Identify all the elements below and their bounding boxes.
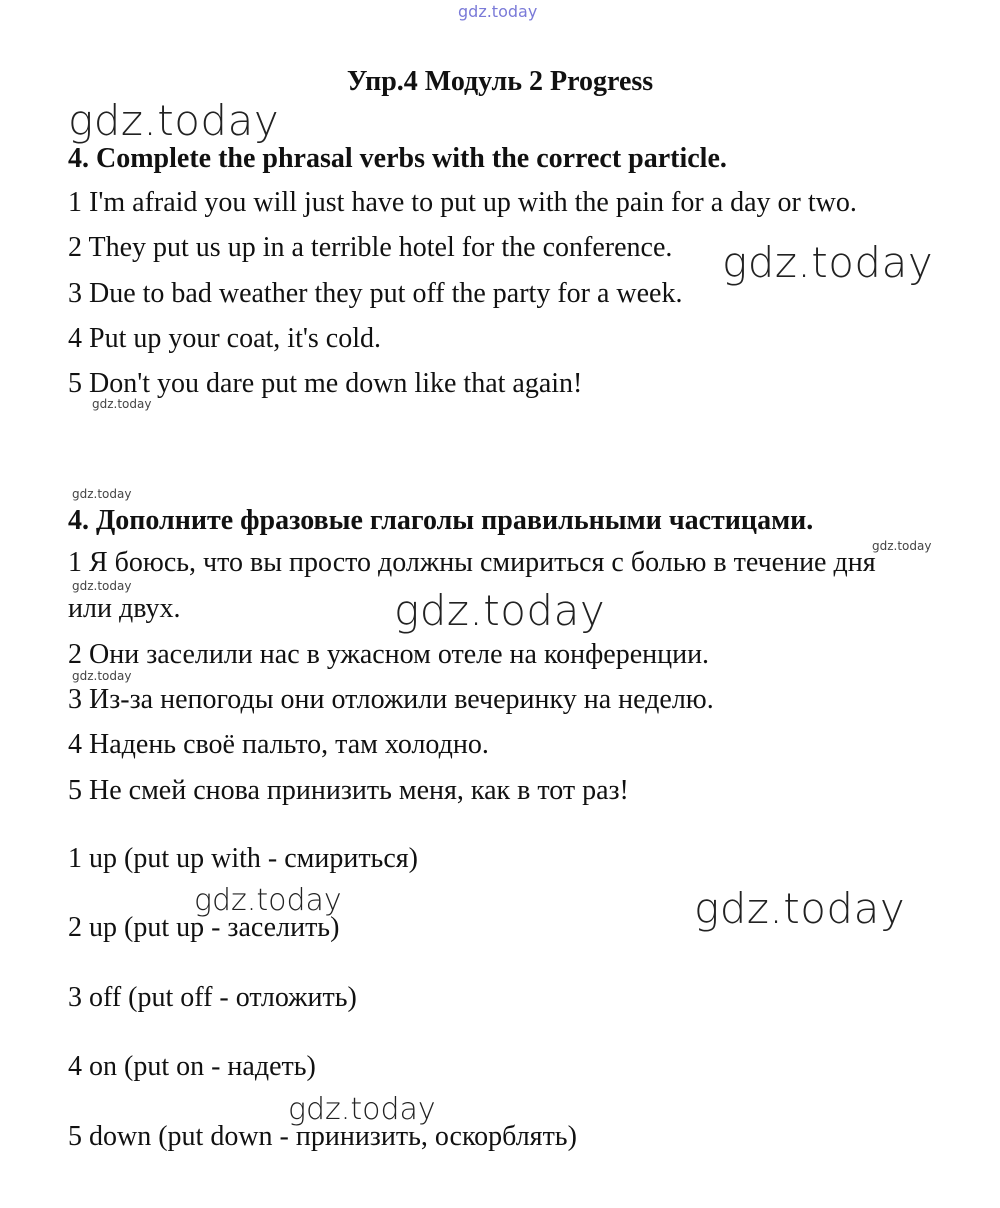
answer-5: 5 down (put down - принизить, оскорблять) [68,1121,577,1152]
watermark-small-5: gdz.today [72,669,132,683]
russian-item-1-line-2: или двух. [68,593,181,624]
english-item-3: 3 Due to bad weather they put off the party for a week. [68,278,683,309]
answer-3: 3 off (put off - отложить) [68,982,357,1013]
english-item-1: 1 I'm afraid you will just have to put up with the pain for a day or two. [68,187,857,218]
watermark-mid-2: gdz.today [288,1092,436,1127]
russian-item-3: 3 Из-за непогоды они отложили вечеринку на неделю. [68,684,714,715]
english-item-5: 5 Don't you dare put me down like that again! [68,368,583,399]
watermark-large-1: gdz.today [68,96,280,145]
english-item-4: 4 Put up your coat, it's cold. [68,323,382,354]
russian-item-2: 2 Они заселили нас в ужасном отеле на конференции. [68,639,710,670]
answer-2: 2 up (put up - заселить) [68,912,340,943]
watermark-large-2: gdz.today [722,238,934,287]
answer-1: 1 up (put up with - смириться) [68,843,418,874]
answer-4: 4 on (put on - надеть) [68,1051,316,1082]
watermark-small-3: gdz.today [872,539,932,553]
watermark-large-3: gdz.today [394,586,606,635]
russian-item-5: 5 Не смей снова принизить меня, как в тот раз! [68,775,629,806]
russian-item-4: 4 Надень своё пальто, там холодно. [68,729,489,760]
watermark-top: gdz.today [458,2,538,21]
english-heading: 4. Complete the phrasal verbs with the correct particle. [68,143,727,174]
page-title: Упр.4 Модуль 2 Progress [346,66,654,97]
russian-heading: 4. Дополните фразовые глаголы правильными частицами. [68,505,814,536]
watermark-small-4: gdz.today [72,579,132,593]
watermark-mid-1: gdz.today [194,883,342,918]
russian-item-1-line-1: 1 Я боюсь, что вы просто должны смириться с болью в течение дня [68,547,876,578]
watermark-small-2: gdz.today [72,487,132,501]
watermark-small-1: gdz.today [92,397,152,411]
english-item-2: 2 They put us up in a terrible hotel for the conference. [68,232,673,263]
watermark-large-4: gdz.today [694,884,906,933]
